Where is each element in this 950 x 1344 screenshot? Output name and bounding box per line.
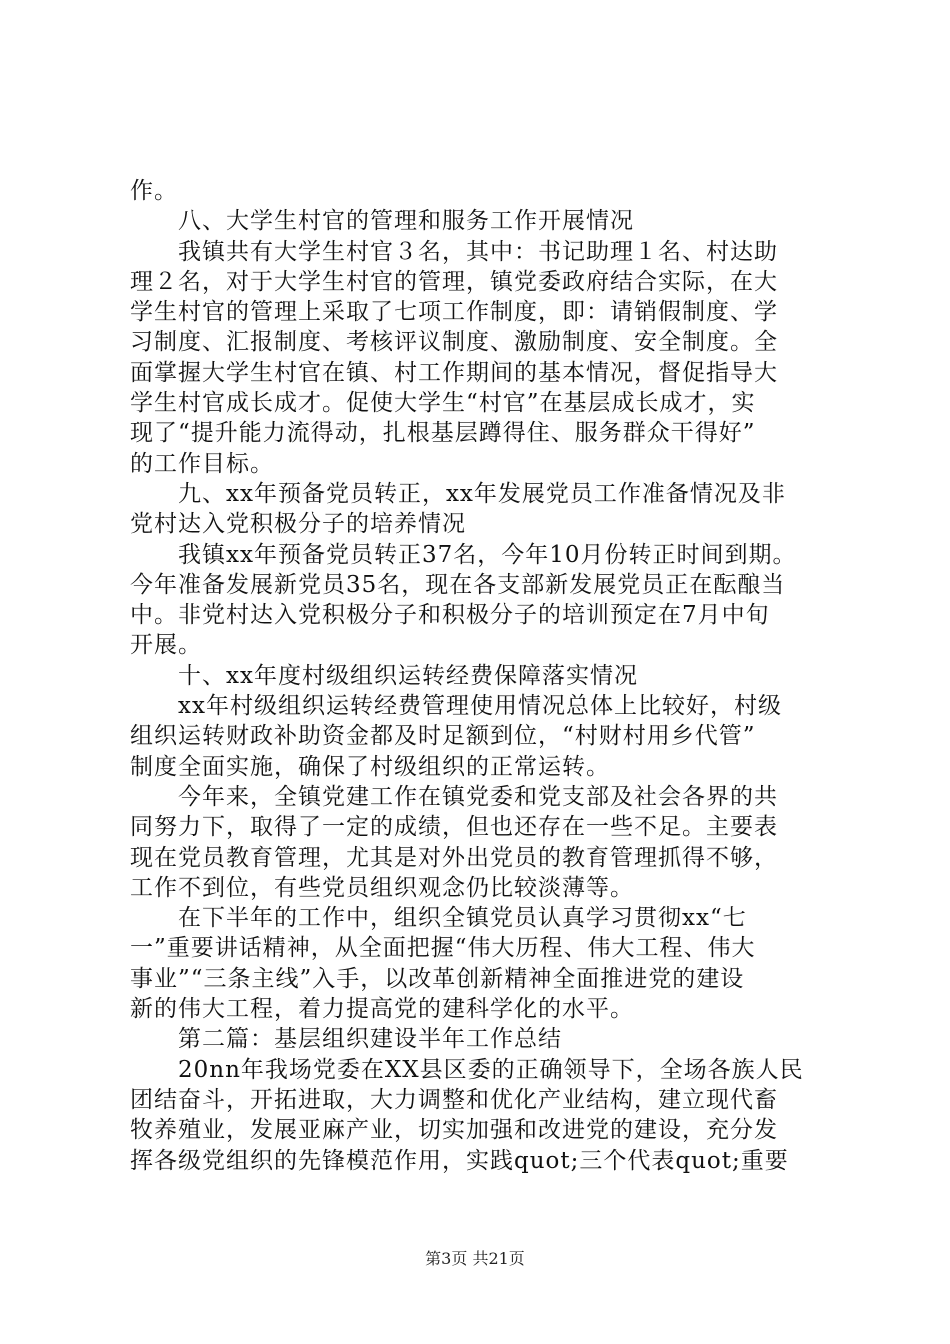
text-line: 学生村官成长成才。促使大学生“村官”在基层成长成才，实 — [130, 390, 756, 417]
text-line: 挥各级党组织的先锋模范作用，实践quot;三个代表quot;重要 — [130, 1147, 789, 1174]
text-line: 十、xx年度村级组织运转经费保障落实情况 — [130, 662, 638, 689]
text-line: 面掌握大学生村官在镇、村工作期间的基本情况，督促指导大 — [130, 359, 778, 386]
text-line: 党村达入党积极分子的培养情况 — [130, 511, 466, 538]
text-line: 团结奋斗，开拓进取，大力调整和优化产业结构，建立现代畜 — [130, 1086, 778, 1113]
text-line: 组织运转财政补助资金都及时足额到位，“村财村用乡代管” — [130, 723, 756, 750]
text-line: 理２名，对于大学生村官的管理，镇党委政府结合实际，在大 — [130, 268, 778, 295]
text-line: 20nn年我场党委在XX县区委的正确领导下，全场各族人民 — [130, 1056, 804, 1083]
text-line: 在下半年的工作中，组织全镇党员认真学习贯彻xx“七 — [130, 905, 747, 932]
text-line: 八、大学生村官的管理和服务工作开展情况 — [130, 208, 634, 235]
text-line: 作。 — [130, 178, 178, 204]
text-line: xx年村级组织运转经费管理使用情况总体上比较好，村级 — [130, 693, 782, 720]
text-line: 第二篇：基层组织建设半年工作总结 — [130, 1026, 562, 1053]
text-line: 我镇共有大学生村官３名，其中：书记助理１名、村达助 — [130, 238, 778, 265]
text-line: 同努力下，取得了一定的成绩，但也还存在一些不足。主要表 — [130, 814, 778, 841]
text-line: 现了“提升能力流得动，扎根基层蹲得住、服务群众干得好” — [130, 420, 756, 447]
text-line: 今年准备发展新党员35名，现在各支部新发展党员正在酝酿当 — [130, 571, 786, 598]
text-line: 的工作目标。 — [130, 450, 274, 477]
text-line: 中。非党村达入党积极分子和积极分子的培训预定在7月中旬 — [130, 602, 770, 629]
text-line: 制度全面实施，确保了村级组织的正常运转。 — [130, 753, 610, 780]
text-line: 事业”“三条主线”入手，以改革创新精神全面推进党的建设 — [130, 965, 745, 992]
text-line: 开展。 — [130, 632, 202, 659]
text-line: 九、xx年预备党员转正，xx年发展党员工作准备情况及非 — [130, 480, 786, 507]
text-line: 一”重要讲话精神，从全面把握“伟大历程、伟大工程、伟大 — [130, 935, 756, 962]
text-line: 新的伟大工程，着力提高党的建科学化的水平。 — [130, 996, 634, 1023]
text-line: 现在党员教育管理，尤其是对外出党员的教育管理抓得不够， — [130, 844, 778, 871]
text-line: 工作不到位，有些党员组织观念仍比较淡薄等。 — [130, 874, 634, 901]
text-line: 牧养殖业，发展亚麻产业，切实加强和改进党的建设，充分发 — [130, 1117, 778, 1144]
text-line: 今年来，全镇党建工作在镇党委和党支部及社会各界的共 — [130, 783, 778, 810]
text-line: 我镇xx年预备党员转正37名，今年10月份转正时间到期。 — [130, 541, 797, 568]
text-line: 学生村官的管理上采取了七项工作制度，即：请销假制度、学 — [130, 299, 778, 326]
body-text — [130, 176, 830, 1176]
text-line: 习制度、汇报制度、考核评议制度、激励制度、安全制度。全 — [130, 329, 778, 356]
page-footer: 第3页 共21页 — [425, 1249, 525, 1268]
